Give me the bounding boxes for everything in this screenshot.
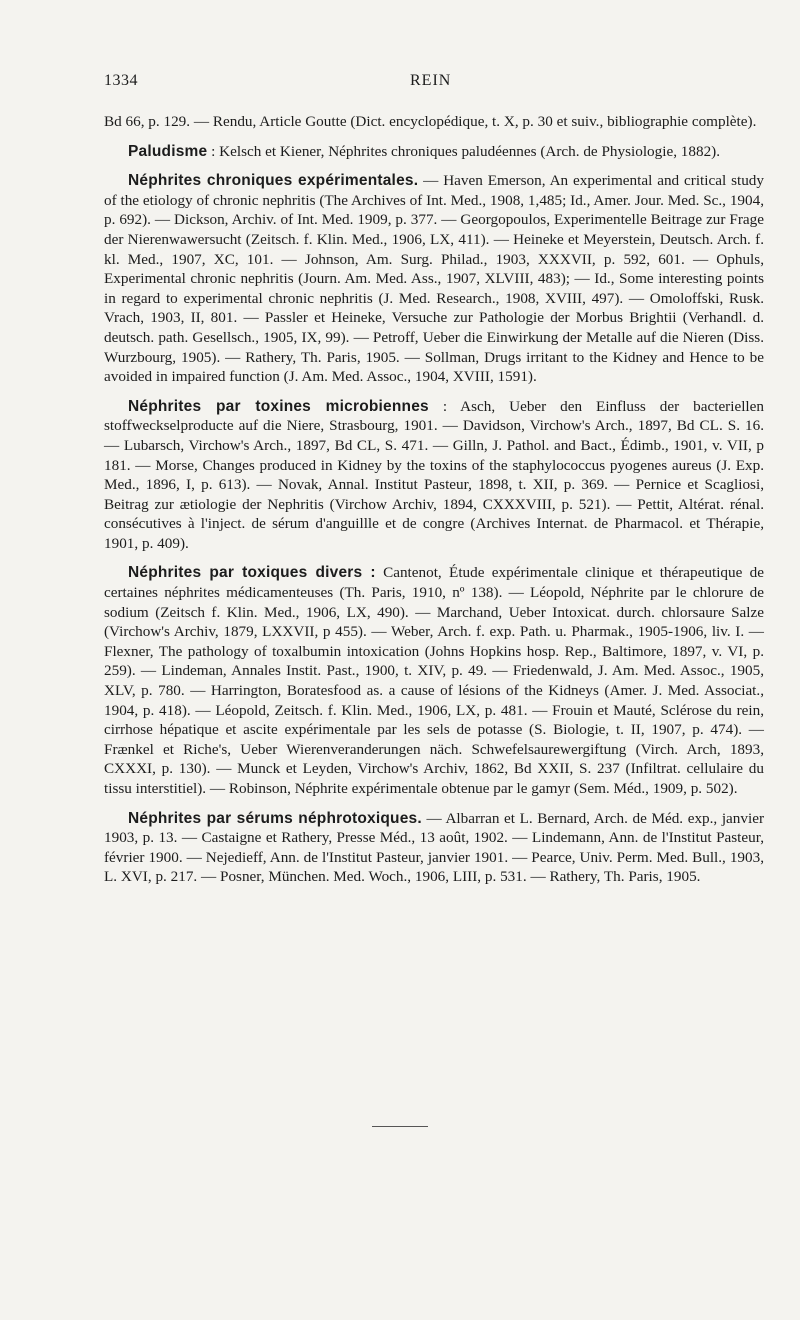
- paragraph-toxines: [104, 397, 764, 554]
- paragraph-toxiques: [104, 563, 764, 798]
- paragraph-intro: [104, 112, 764, 132]
- paragraph-text: : Asch, Ueber den Einfluss der bacteriellen stoffweckselproducte auf die Niere, Strasbourg, 1901. — Davidson, Virchow's Arch., 1897, Bd CL. S. 16. — Lubarsch, Virchow's Arch., 1897, Bd CL, S. 471. — Gilln, J. Pathol. and Bact., Édimb., 1901, v. VII, p 181. — Morse, Changes produced in Kidney by the toxins of the staphylococcus pyogenes aureus (J. Exp. Med., 1896, I, p. 613). — Novak, Annal. Institut Pasteur, 1898, t. XII, p. 369. — Pernice et Scagliosi, Beitrag zur ætiologie der Nephritis (Virchow Archiv, 1894, CXXXVIII, p. 521). — Pettit, Altérat. rénal. consécutives à l'inject. de sérum d'anguillle et de congre (Archives Internat. de Pharmacol. et Thérapie, 1901, p. 409).: [104, 397, 764, 552]
- bibliography-body: [104, 112, 764, 897]
- section-heading: Néphrites chroniques expérimentales.: [128, 172, 419, 190]
- section-heading: Néphrites par toxines microbiennes: [128, 397, 429, 415]
- paragraph-text: Bd 66, p. 129. — Rendu, Article Goutte (Dict. encyclopédique, t. X, p. 30 et suiv., bibliographie complète).: [104, 113, 757, 130]
- page-number: 1334: [104, 72, 138, 89]
- paragraph-text: : Kelsch et Kiener, Néphrites chroniques paludéennes (Arch. de Physiologie, 1882).: [207, 142, 721, 160]
- section-heading: Néphrites par toxiques divers :: [128, 564, 376, 582]
- paragraph-text: — Albarran et L. Bernard, Arch. de Méd. exp., janvier 1903, p. 13. — Castaigne et Rathery, Presse Méd., 13 août, 1902. — Lindemann, Ann. de l'Institut Pasteur, février 1900. — Nejedieff, Ann. de l'Institut Pasteur, janvier 1901. — Pearce, Univ. Perm. Med. Bull., 1903, L. XVI, p. 217. — Posner, München. Med. Woch., 1906, LIII, p. 531. — Rathery, Th. Paris, 1905.: [104, 809, 765, 886]
- section-heading: Paludisme: [128, 142, 208, 160]
- paragraph-text: Cantenot, Étude expérimentale clinique et thérapeutique de certaines néphrites médicamenteuses (Th. Paris, 1910, nº 138). — Léopold, Néphrite par le chlorure de sodium (Zeitsch f. Klin. Med., 1906, LX, 490). — Marchand, Ueber Intoxicat. durch. chlorsaure Salze (Virchow's Archiv, 1879, LXXVII, p 455). — Weber, Arch. f. exp. Path. u. Pharmak., 1905-1906, liv. I. — Flexner, The pathology of toxalbumin intoxication (Johns Hopkins hosp. Rep., Baltimore, 1897, v. VI, p. 259). — Lindeman, Annales Instit. Past., 1900, t. XIV, p. 49. — Friedenwald, J. Am. Med. Assoc., 1905, XLV, p. 780. — Harrington, Boratesfood as. a cause of lésions of the Kidneys (Amer. J. Med. Associat., 1904, p. 418). — Léopold, Zeitsch. f. Klin. Med., 1906, LX, p. 481. — Frouin et Mauté, Sclérose du rein, cirrhose hépatique et ascite expérimentale par les sels de potasse (S. Biologie, t. II, 1907, p. 474). — Frænkel et Riche's, Ueber Wierenveranderungen näch. Schwefelsaurewergiftung (Virch. Arch, 1893, CXXXI, p. 130). — Munck et Leyden, Virchow's Archiv, 1862, Bd XXII, S. 237 (Infiltrat. cellulaire du tissu interstitiel). — Robinson, Néphrite expérimentale obtenue par le gamyr (Sem. Méd., 1909, p. 502).: [104, 564, 765, 797]
- page-header: [104, 72, 760, 96]
- section-heading: Néphrites par sérums néphrotoxiques.: [128, 809, 422, 827]
- paragraph-text: — Haven Emerson, An experimental and critical study of the etiology of chronic nephritis (The Archives of Int. Med., 1908, 1,485; Id., Amer. Jour. Med. Sc., 1904, p. 692). — Dickson, Archiv. of Int. Med. 1909, p. 377. — Georgopoulos, Experimentelle Beitrage zur Frage der Nierenwawersucht (Zeitsch. f. Klin. Med., 1906, LX, 411). — Heineke et Meyerstein, Deutsch. Arch. f. kl. Med., 1907, XC, 101. — Johnson, Am. Surg. Philad., 1903, XXXVII, p. 592, 601. — Ophuls, Experimental chronic nephritis (Journ. Am. Med. Ass., 1907, XLVIII, 483); — Id., Some interesting points in regard to experimental chronic nephritis (J. Med. Research., 1908, XVIII, 497). — Omoloffski, Rusk. Vrach, 1903, II, 801. — Passler et Heineke, Versuche zur Pathologie der Morbus Brightii (Verhandl. d. deutsch. path. Gesellsch., 1905, IX, 99). — Petroff, Ueber die Einwirkung der Metalle auf die Nieren (Diss. Wurzbourg, 1905). — Rathery, Th. Paris, 1905. — Sollman, Drugs irritant to the Kidney and Hence to be avoided in impaired function (J. Am. Med. Assoc., 1904, XVIII, 1591).: [104, 172, 764, 386]
- running-title: REIN: [410, 72, 452, 89]
- section-divider: [372, 1126, 428, 1127]
- paragraph-paludisme: [104, 142, 764, 162]
- paragraph-experimentales: [104, 171, 764, 387]
- paragraph-serums: [104, 809, 764, 887]
